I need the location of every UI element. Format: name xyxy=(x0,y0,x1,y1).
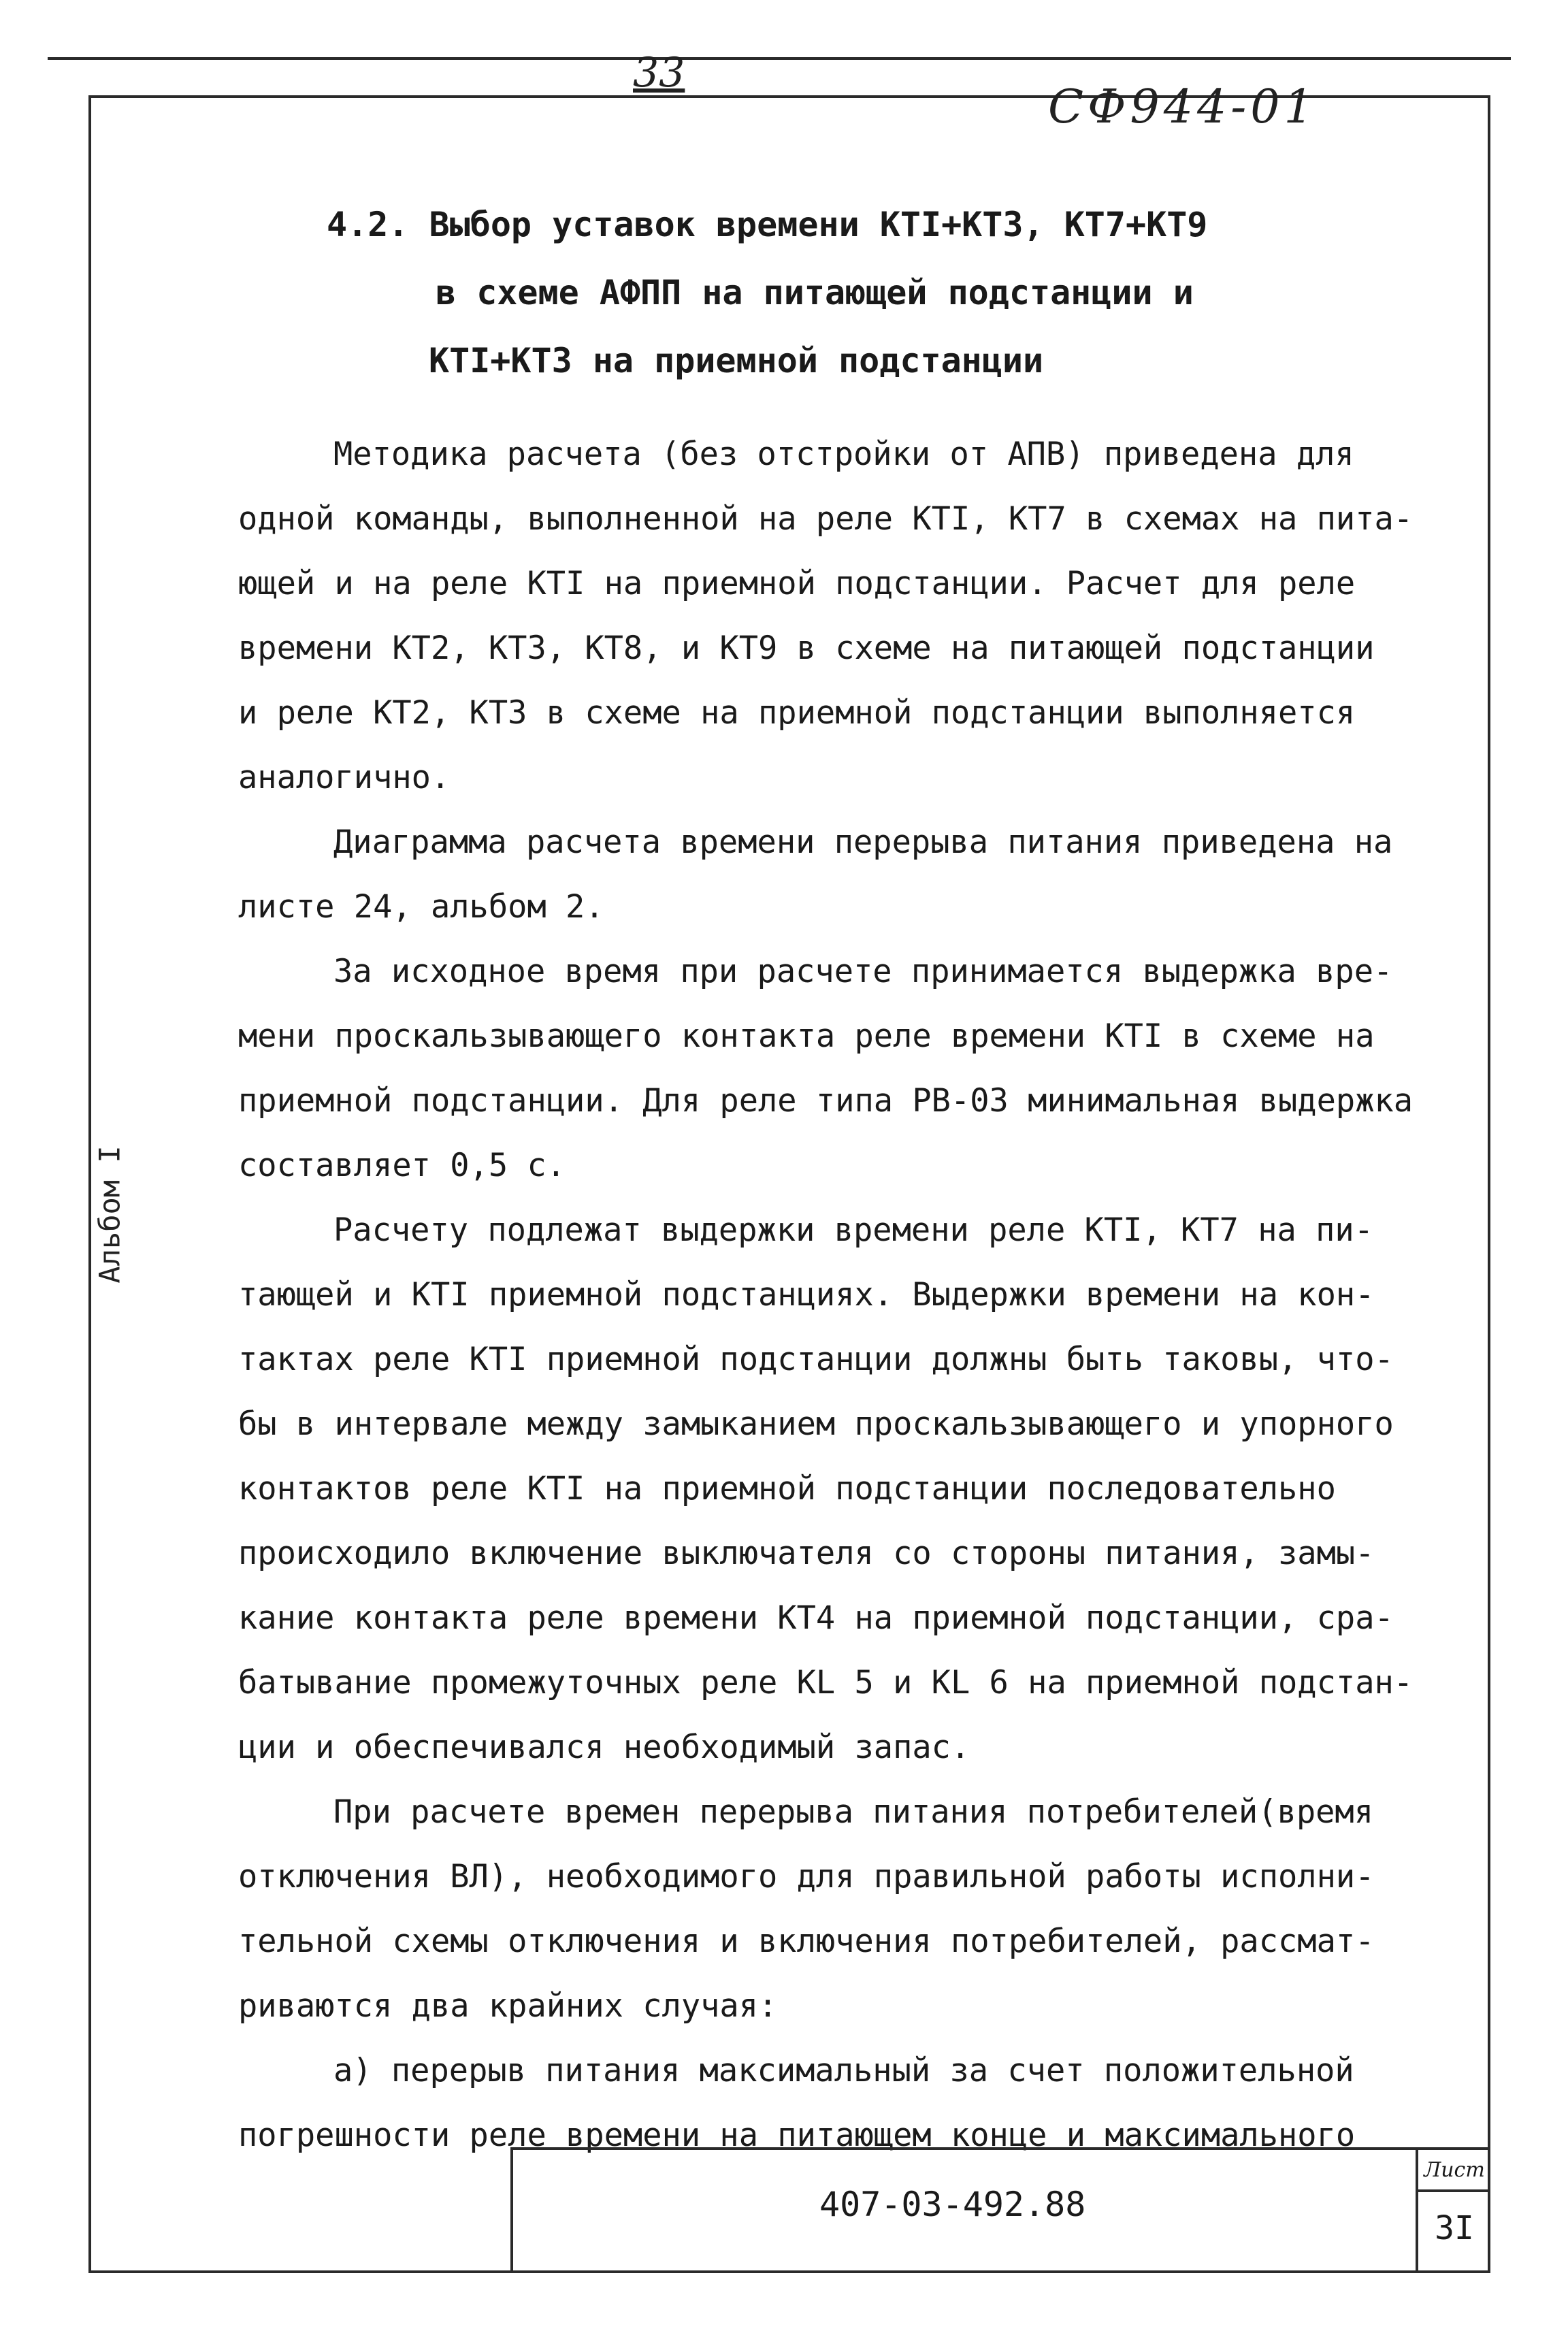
sheet-label: Лист xyxy=(1418,2150,1490,2192)
text-line: и реле КТ2, КТ3 в схеме на приемной подстанции выполняется xyxy=(238,694,1356,732)
text-line: отключения ВЛ), необходимого для правильной работы исполни- xyxy=(238,1858,1375,1895)
sheet-number: 3I xyxy=(1435,2209,1474,2247)
text-line: тактах реле КТI приемной подстанции должны быть таковы, что- xyxy=(238,1341,1394,1378)
text-line: листе 24, альбом 2. xyxy=(238,888,604,926)
title-line: КТI+КТ3 на приемной подстанции xyxy=(429,341,1044,380)
text-line: батывание промежуточных реле KL 5 и KL 6 на приемной подстан- xyxy=(238,1664,1414,1701)
text-line: тельной схемы отключения и включения потребителей, рассмат- xyxy=(238,1923,1375,1960)
document-number: 407-03-492.88 xyxy=(819,2185,1086,2224)
text-line: ющей и на реле КТI на приемной подстанции. Расчет для реле xyxy=(238,565,1356,602)
text-line: ции и обеспечивался необходимый запас. xyxy=(238,1729,970,1766)
text-line: Диаграмма расчета времени перерыва питания приведена на xyxy=(333,824,1393,861)
top-rule xyxy=(48,57,1511,60)
text-line: времени КТ2, КТ3, КТ8, и КТ9 в схеме на питающей подстанции xyxy=(238,630,1375,667)
album-label: Альбом I xyxy=(93,1145,127,1284)
text-line: За исходное время при расчете принимается выдержка вре- xyxy=(333,953,1393,990)
title-line: 4.2. Выбор уставок времени КТI+КТ3, КТ7+КТ9 xyxy=(327,205,1208,244)
text-line: тающей и КТI приемной подстанциях. Выдержки времени на кон- xyxy=(238,1276,1375,1314)
title-block xyxy=(510,2147,1490,2273)
title-line: в схеме АФПП на питающей подстанции и xyxy=(436,273,1194,312)
text-line: Расчету подлежат выдержки времени реле КТI, КТ7 на пи- xyxy=(333,1211,1374,1249)
section-title xyxy=(327,191,1207,395)
page-number: 33 xyxy=(633,49,685,97)
text-line: риваются два крайних случая: xyxy=(238,1987,778,2025)
text-line: составляет 0,5 с. xyxy=(238,1147,566,1184)
text-line: приемной подстанции. Для реле типа РВ-03 минимальная выдержка xyxy=(238,1082,1414,1120)
text-line: одной команды, выполненной на реле КТI, КТ7 в схемах на пита- xyxy=(238,500,1414,538)
handwritten-code: СФ944-01 xyxy=(1048,80,1318,134)
text-line: аналогично. xyxy=(238,759,451,796)
text-line: Методика расчета (без отстройки от АПВ) приведена для xyxy=(333,436,1354,473)
text-line: происходило включение выключателя со стороны питания, замы- xyxy=(238,1535,1375,1572)
text-line: кание контакта реле времени КТ4 на приемной подстанции, сра- xyxy=(238,1599,1394,1637)
text-line: мени проскальзывающего контакта реле времени КТI в схеме на xyxy=(238,1017,1375,1055)
text-line: бы в интервале между замыканием проскальзывающего и упорного xyxy=(238,1405,1394,1443)
sheet-cell xyxy=(1416,2150,1490,2273)
text-line: а) перерыв питания максимальный за счет положительной xyxy=(333,2052,1354,2089)
body-text xyxy=(238,422,1436,2168)
text-line: погрешности реле времени на питающем конце и максимального xyxy=(238,2117,1356,2154)
text-line: контактов реле КТI на приемной подстанции последовательно xyxy=(238,1470,1336,1507)
text-line: При расчете времен перерыва питания потребителей(время xyxy=(333,1793,1374,1831)
